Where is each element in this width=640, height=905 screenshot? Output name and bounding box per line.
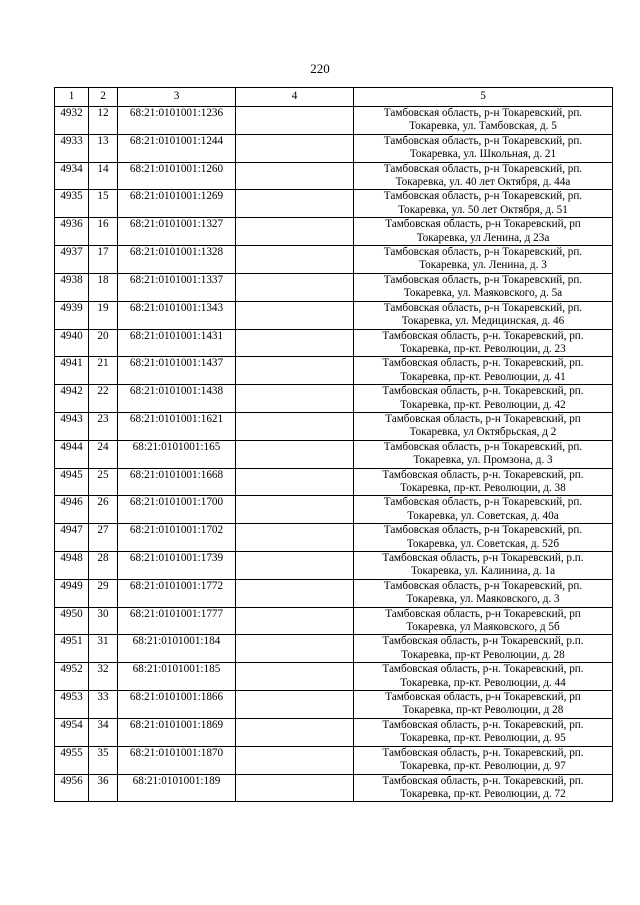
record-id-cell: 4950 xyxy=(55,607,89,635)
column-4-cell xyxy=(236,273,354,301)
column-4-cell xyxy=(236,524,354,552)
record-id-cell: 4934 xyxy=(55,162,89,190)
address-line-2: Токаревка, пр-кт Революции, д 28 xyxy=(402,704,564,717)
record-index-cell: 35 xyxy=(89,746,118,774)
record-id-cell: 4949 xyxy=(55,579,89,607)
record-id-cell: 4935 xyxy=(55,190,89,218)
column-header-5: 5 xyxy=(354,88,613,107)
record-index-cell: 12 xyxy=(89,107,118,135)
table-row xyxy=(55,579,613,607)
record-id-cell: 4945 xyxy=(55,468,89,496)
table-row xyxy=(55,691,613,719)
table-row xyxy=(55,663,613,691)
address-line-2: Токаревка, ул. 40 лет Октября, д. 44а xyxy=(395,176,571,189)
address-cell xyxy=(354,162,613,190)
address-line-1: Тамбовская область, р-н Токаревский, рп. xyxy=(383,301,583,314)
record-index-cell: 23 xyxy=(89,412,118,440)
record-index-cell: 15 xyxy=(89,190,118,218)
column-4-cell xyxy=(236,579,354,607)
address-cell xyxy=(354,691,613,719)
address-cell xyxy=(354,412,613,440)
address-cell xyxy=(354,718,613,746)
address-cell xyxy=(354,496,613,524)
address-line-1: Тамбовская область, р-н Токаревский, рп. xyxy=(383,190,583,203)
column-4-cell xyxy=(236,468,354,496)
table-row xyxy=(55,635,613,663)
address-line-2: Токаревка, ул. Советская, д. 52б xyxy=(406,537,560,550)
cadastral-number-cell: 68:21:0101001:1328 xyxy=(118,246,236,274)
column-4-cell xyxy=(236,357,354,385)
address-line-1: Тамбовская область, р-н. Токаревский, рп. xyxy=(382,329,584,342)
address-cell xyxy=(354,468,613,496)
column-4-cell xyxy=(236,663,354,691)
cadastral-number-cell: 68:21:0101001:1343 xyxy=(118,301,236,329)
record-index-cell: 18 xyxy=(89,273,118,301)
record-index-cell: 16 xyxy=(89,218,118,246)
address-line-1: Тамбовская область, р-н Токаревский, рп. xyxy=(383,579,583,592)
record-index-cell: 34 xyxy=(89,718,118,746)
address-cell xyxy=(354,246,613,274)
column-header-1: 1 xyxy=(55,88,89,107)
cadastral-number-cell: 68:21:0101001:1236 xyxy=(118,107,236,135)
record-id-cell: 4940 xyxy=(55,329,89,357)
registry-table xyxy=(54,87,613,802)
cadastral-number-cell: 68:21:0101001:1772 xyxy=(118,579,236,607)
address-cell xyxy=(354,218,613,246)
record-index-cell: 36 xyxy=(89,774,118,802)
record-index-cell: 20 xyxy=(89,329,118,357)
record-id-cell: 4939 xyxy=(55,301,89,329)
address-line-2: Токаревка, пр-кт. Революции, д. 95 xyxy=(400,732,566,745)
address-line-2: Токаревка, ул. Школьная, д. 21 xyxy=(409,148,557,161)
table-row xyxy=(55,246,613,274)
column-4-cell xyxy=(236,218,354,246)
record-id-cell: 4933 xyxy=(55,134,89,162)
table-row xyxy=(55,607,613,635)
column-4-cell xyxy=(236,190,354,218)
column-4-cell xyxy=(236,774,354,802)
address-line-2: Токаревка, ул. Медицинская, д. 46 xyxy=(401,315,565,328)
cadastral-number-cell: 68:21:0101001:1260 xyxy=(118,162,236,190)
table-row xyxy=(55,190,613,218)
address-line-1: Тамбовская область, р-н. Токаревский, рп. xyxy=(382,746,584,759)
address-cell xyxy=(354,552,613,580)
address-cell xyxy=(354,357,613,385)
address-line-2: Токаревка, пр-кт Революции, д. 28 xyxy=(401,648,565,661)
record-id-cell: 4955 xyxy=(55,746,89,774)
address-line-1: Тамбовская область, р-н Токаревский, рп. xyxy=(383,273,583,286)
address-line-1: Тамбовская область, р-н. Токаревский, рп. xyxy=(382,663,584,676)
table-row xyxy=(55,468,613,496)
address-cell xyxy=(354,440,613,468)
address-cell xyxy=(354,663,613,691)
column-4-cell xyxy=(236,440,354,468)
address-line-1: Тамбовская область, р-н Токаревский, рп xyxy=(385,691,581,704)
address-line-1: Тамбовская область, р-н Токаревский, рп. xyxy=(383,107,583,119)
column-4-cell xyxy=(236,552,354,580)
record-id-cell: 4954 xyxy=(55,718,89,746)
address-line-2: Токаревка, пр-кт. Революции, д. 42 xyxy=(400,398,566,411)
address-cell xyxy=(354,301,613,329)
table-row xyxy=(55,524,613,552)
record-index-cell: 22 xyxy=(89,385,118,413)
record-index-cell: 31 xyxy=(89,635,118,663)
address-line-1: Тамбовская область, р-н Токаревский, рп. xyxy=(383,246,583,259)
column-4-cell xyxy=(236,329,354,357)
table-row xyxy=(55,440,613,468)
address-line-1: Тамбовская область, р-н. Токаревский, рп. xyxy=(382,468,584,481)
address-line-2: Токаревка, ул. Тамбовская, д. 5 xyxy=(409,120,557,133)
address-line-1: Тамбовская область, р-н Токаревский, рп. xyxy=(383,496,583,509)
record-index-cell: 27 xyxy=(89,524,118,552)
address-line-1: Тамбовская область, р-н Токаревский, рп. xyxy=(383,134,583,147)
cadastral-number-cell: 68:21:0101001:1431 xyxy=(118,329,236,357)
cadastral-number-cell: 68:21:0101001:1337 xyxy=(118,273,236,301)
address-line-1: Тамбовская область, р-н. Токаревский, рп. xyxy=(382,718,584,731)
address-cell xyxy=(354,107,613,135)
column-header-2: 2 xyxy=(89,88,118,107)
record-id-cell: 4941 xyxy=(55,357,89,385)
record-index-cell: 25 xyxy=(89,468,118,496)
address-line-1: Тамбовская область, р-н Токаревский, рп. xyxy=(383,162,583,175)
cadastral-number-cell: 68:21:0101001:1438 xyxy=(118,385,236,413)
column-4-cell xyxy=(236,301,354,329)
record-id-cell: 4942 xyxy=(55,385,89,413)
column-4-cell xyxy=(236,607,354,635)
table-row xyxy=(55,273,613,301)
record-id-cell: 4936 xyxy=(55,218,89,246)
address-line-1: Тамбовская область, р-н Токаревский, рп xyxy=(385,218,581,231)
cadastral-number-cell: 68:21:0101001:185 xyxy=(118,663,236,691)
address-line-1: Тамбовская область, р-н Токаревский, рп xyxy=(385,607,581,620)
record-index-cell: 21 xyxy=(89,357,118,385)
cadastral-number-cell: 68:21:0101001:1437 xyxy=(118,357,236,385)
record-index-cell: 28 xyxy=(89,552,118,580)
record-id-cell: 4944 xyxy=(55,440,89,468)
record-id-cell: 4956 xyxy=(55,774,89,802)
table-row xyxy=(55,162,613,190)
record-id-cell: 4932 xyxy=(55,107,89,135)
address-line-1: Тамбовская область, р-н Токаревский, рп xyxy=(385,412,581,425)
table-row xyxy=(55,746,613,774)
column-4-cell xyxy=(236,162,354,190)
cadastral-number-cell: 68:21:0101001:1870 xyxy=(118,746,236,774)
cadastral-number-cell: 68:21:0101001:1866 xyxy=(118,691,236,719)
address-line-1: Тамбовская область, р-н Токаревский, р.п. xyxy=(382,552,584,564)
address-cell xyxy=(354,329,613,357)
address-line-1: Тамбовская область, р-н. Токаревский, рп. xyxy=(382,385,584,398)
table-row xyxy=(55,301,613,329)
record-index-cell: 19 xyxy=(89,301,118,329)
table-row xyxy=(55,552,613,580)
address-cell xyxy=(354,273,613,301)
address-line-2: Токаревка, ул. Калинина, д. 1а xyxy=(410,565,556,578)
table-row xyxy=(55,329,613,357)
address-line-2: Токаревка, ул Октябрьская, д 2 xyxy=(409,426,557,439)
table-row xyxy=(55,496,613,524)
column-header-3: 3 xyxy=(118,88,236,107)
cadastral-number-cell: 68:21:0101001:184 xyxy=(118,635,236,663)
table-row xyxy=(55,107,613,135)
address-line-2: Токаревка, ул Маяковского, д 5б xyxy=(406,621,560,634)
cadastral-number-cell: 68:21:0101001:1327 xyxy=(118,218,236,246)
record-id-cell: 4943 xyxy=(55,412,89,440)
address-cell xyxy=(354,635,613,663)
address-line-2: Токаревка, пр-кт. Революции, д. 97 xyxy=(400,760,566,773)
table-row xyxy=(55,774,613,802)
address-line-2: Токаревка, ул. Маяковского, д. 3 xyxy=(406,593,560,606)
cadastral-number-cell: 68:21:0101001:165 xyxy=(118,440,236,468)
address-line-2: Токаревка, пр-кт. Революции, д. 72 xyxy=(400,787,566,800)
address-line-2: Токаревка, ул. Советская, д. 40а xyxy=(407,509,559,522)
record-index-cell: 24 xyxy=(89,440,118,468)
table-row xyxy=(55,385,613,413)
address-line-1: Тамбовская область, р-н Токаревский, рп. xyxy=(383,440,583,453)
table-row xyxy=(55,218,613,246)
record-id-cell: 4948 xyxy=(55,552,89,580)
column-4-cell xyxy=(236,385,354,413)
address-line-2: Токаревка, ул. Маяковского, д. 5а xyxy=(403,287,563,300)
address-line-1: Тамбовская область, р-н. Токаревский, рп. xyxy=(382,357,584,370)
address-cell xyxy=(354,746,613,774)
address-line-2: Токаревка, пр-кт. Революции, д. 44 xyxy=(400,676,566,689)
column-4-cell xyxy=(236,412,354,440)
address-cell xyxy=(354,524,613,552)
column-header-4: 4 xyxy=(236,88,354,107)
record-id-cell: 4938 xyxy=(55,273,89,301)
column-4-cell xyxy=(236,691,354,719)
cadastral-number-cell: 68:21:0101001:1269 xyxy=(118,190,236,218)
cadastral-number-cell: 68:21:0101001:1739 xyxy=(118,552,236,580)
cadastral-number-cell: 68:21:0101001:1668 xyxy=(118,468,236,496)
address-cell xyxy=(354,134,613,162)
record-index-cell: 17 xyxy=(89,246,118,274)
column-4-cell xyxy=(236,107,354,135)
cadastral-number-cell: 68:21:0101001:1869 xyxy=(118,718,236,746)
column-4-cell xyxy=(236,635,354,663)
address-cell xyxy=(354,607,613,635)
record-index-cell: 14 xyxy=(89,162,118,190)
column-4-cell xyxy=(236,718,354,746)
page-number: 220 xyxy=(310,61,330,76)
record-index-cell: 13 xyxy=(89,134,118,162)
column-4-cell xyxy=(236,246,354,274)
record-index-cell: 33 xyxy=(89,691,118,719)
table-row xyxy=(55,412,613,440)
address-line-1: Тамбовская область, р-н. Токаревский, рп. xyxy=(382,774,584,787)
address-line-1: Тамбовская область, р-н Токаревский, р.п. xyxy=(382,635,584,648)
cadastral-number-cell: 68:21:0101001:189 xyxy=(118,774,236,802)
address-cell xyxy=(354,579,613,607)
cadastral-number-cell: 68:21:0101001:1244 xyxy=(118,134,236,162)
record-id-cell: 4947 xyxy=(55,524,89,552)
table-row xyxy=(55,134,613,162)
record-index-cell: 26 xyxy=(89,496,118,524)
table-row xyxy=(55,718,613,746)
record-index-cell: 29 xyxy=(89,579,118,607)
address-line-2: Токаревка, ул Ленина, д 23а xyxy=(416,231,550,244)
column-4-cell xyxy=(236,496,354,524)
column-4-cell xyxy=(236,134,354,162)
address-line-1: Тамбовская область, р-н Токаревский, рп. xyxy=(383,524,583,537)
address-line-2: Токаревка, ул. Промзона, д. 3 xyxy=(413,454,553,467)
cadastral-number-cell: 68:21:0101001:1700 xyxy=(118,496,236,524)
address-line-2: Токаревка, ул. Ленина, д. 3 xyxy=(419,259,547,272)
record-index-cell: 32 xyxy=(89,663,118,691)
record-id-cell: 4951 xyxy=(55,635,89,663)
record-id-cell: 4952 xyxy=(55,663,89,691)
address-cell xyxy=(354,190,613,218)
address-line-2: Токаревка, пр-кт. Революции, д. 23 xyxy=(400,342,566,355)
address-cell xyxy=(354,774,613,802)
column-4-cell xyxy=(236,746,354,774)
cadastral-number-cell: 68:21:0101001:1621 xyxy=(118,412,236,440)
record-id-cell: 4946 xyxy=(55,496,89,524)
address-line-2: Токаревка, пр-кт. Революции, д. 38 xyxy=(400,481,566,494)
address-line-2: Токаревка, ул. 50 лет Октября, д. 51 xyxy=(398,203,568,216)
record-id-cell: 4953 xyxy=(55,691,89,719)
record-id-cell: 4937 xyxy=(55,246,89,274)
table-row xyxy=(55,357,613,385)
cadastral-number-cell: 68:21:0101001:1777 xyxy=(118,607,236,635)
address-cell xyxy=(354,385,613,413)
cadastral-number-cell: 68:21:0101001:1702 xyxy=(118,524,236,552)
table-header-row xyxy=(55,88,613,107)
address-line-2: Токаревка, пр-кт. Революции, д. 41 xyxy=(400,370,566,383)
record-index-cell: 30 xyxy=(89,607,118,635)
